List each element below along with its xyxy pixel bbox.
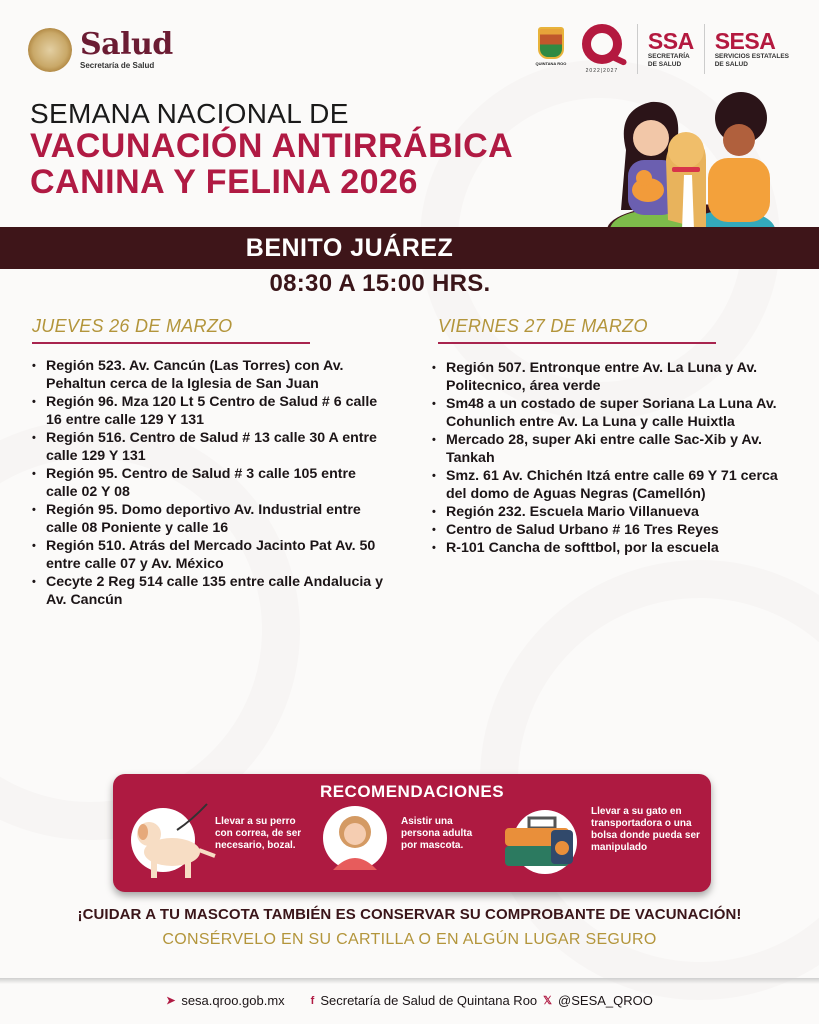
footer-contacts bbox=[0, 993, 819, 1008]
ssa-abbr: SSA bbox=[647, 27, 694, 54]
friday-locations-list bbox=[432, 359, 792, 557]
facebook-link[interactable]: Secretaría de Salud de Quintana Roo bbox=[320, 993, 538, 1008]
ssa-line2: DE SALUD bbox=[647, 60, 682, 68]
q-logo-years: 2022|2027 bbox=[585, 68, 619, 74]
municipality-title: BENITO JUÁREZ bbox=[245, 233, 454, 262]
sesa-line2: DE SALUD bbox=[714, 60, 748, 68]
slogan: ¡CUIDAR A TU MASCOTA TAMBIÉN ES CONSERVAR SU COMPROBANTE DE VACUNACIÓN! bbox=[77, 906, 742, 923]
logo-divider bbox=[704, 24, 705, 74]
q-letter-icon bbox=[582, 24, 622, 64]
salud-logo bbox=[28, 28, 173, 72]
partner-logos bbox=[535, 24, 789, 74]
title-line-3: CANINA Y FELINA 2026 bbox=[30, 163, 418, 201]
location-item: • Centro de Salud Urbano # 16 Tres Reyes bbox=[432, 521, 792, 539]
location-item: • Región 95. Domo deportivo Av. Industrial entre calle 08 Poniente y calle 16 bbox=[32, 501, 387, 537]
thursday-locations-list bbox=[32, 357, 387, 609]
q-government-logo bbox=[577, 24, 627, 74]
dog-on-leash-icon bbox=[131, 808, 195, 872]
state-shield-caption: QUINTANA ROO bbox=[535, 61, 567, 66]
location-item: • Región 507. Entronque entre Av. La Luna y Av. Politecnico, área verde bbox=[432, 359, 792, 395]
logo-divider bbox=[637, 24, 638, 74]
location-item: • Región 516. Centro de Salud # 13 calle 30 A entre calle 129 Y 131 bbox=[32, 429, 387, 465]
x-handle-link[interactable]: @SESA_QROO bbox=[558, 993, 653, 1008]
recommendation-text: Llevar a su perro con correa, de ser necesario, bozal. bbox=[215, 816, 302, 851]
schedule-hours: 08:30 A 15:00 HRS. bbox=[269, 270, 491, 297]
location-item: • Mercado 28, super Aki entre calle Sac-Xib y Av. Tankah bbox=[432, 431, 792, 467]
location-item: • Región 510. Atrás del Mercado Jacinto Pat Av. 50 entre calle 07 y Av. México bbox=[32, 537, 387, 573]
slogan-subtitle: CONSÉRVELO EN SU CARTILLA O EN ALGÚN LUGAR SEGURO bbox=[162, 931, 657, 948]
location-item: • Sm48 a un costado de super Soriana La Luna Av. Cohunlich entre Av. La Luna y calle Huixtla bbox=[432, 395, 792, 431]
day-heading-thursday: JUEVES 26 DE MARZO bbox=[32, 316, 310, 344]
sesa-line1: SERVICIOS ESTATALES bbox=[714, 52, 789, 60]
location-item: • Región 232. Escuela Mario Villanueva bbox=[432, 503, 792, 521]
location-item: • Smz. 61 Av. Chichén Itzá entre calle 69 Y 71 cerca del domo de Aguas Negras (Camellón) bbox=[432, 467, 792, 503]
footer-divider bbox=[0, 978, 819, 984]
mexico-coat-of-arms-icon bbox=[28, 28, 72, 72]
x-twitter-icon: 𝕏 bbox=[543, 995, 553, 1007]
cat-carrier-icon bbox=[513, 810, 577, 874]
location-item: • Región 96. Mza 120 Lt 5 Centro de Salud # 6 calle 16 entre calle 129 Y 131 bbox=[32, 393, 387, 429]
sesa-abbr: SESA bbox=[714, 27, 776, 54]
title-line-2: VACUNACIÓN ANTIRRÁBICA bbox=[30, 127, 514, 165]
location-item: • Región 523. Av. Cancún (Las Torres) con Av. Pehaltun cerca de la Iglesia de San Juan bbox=[32, 357, 387, 393]
facebook-icon: f bbox=[310, 994, 315, 1007]
location-item: • Región 95. Centro de Salud # 3 calle 105 entre calle 02 Y 08 bbox=[32, 465, 387, 501]
quintana-roo-shield-logo bbox=[535, 27, 567, 71]
municipality-banner bbox=[0, 227, 819, 269]
location-item: • Cecyte 2 Reg 514 calle 135 entre calle Andalucia y Av. Cancún bbox=[32, 573, 387, 609]
sesa-logo bbox=[714, 27, 789, 69]
recommendations-panel bbox=[113, 774, 711, 892]
ssa-line1: SECRETARÍA bbox=[647, 52, 690, 60]
recommendation-text: Llevar a su gato en transportadora o una bolsa donde pueda ser manipulado bbox=[591, 806, 700, 853]
ssa-logo bbox=[647, 27, 694, 69]
salud-logo-title: Salud bbox=[80, 27, 173, 62]
salud-logo-subtitle: Secretaría de Salud bbox=[80, 61, 155, 70]
recommendation-text: Asistir una persona adulta por mascota. bbox=[401, 816, 473, 851]
location-item: • R-101 Cancha de softtbol, por la escuela bbox=[432, 539, 792, 557]
state-shield-icon bbox=[538, 27, 564, 59]
title-line-1: SEMANA NACIONAL DE bbox=[30, 98, 349, 129]
recommendations-title: RECOMENDACIONES bbox=[319, 782, 505, 801]
cursor-arrow-icon: ➤ bbox=[166, 995, 176, 1007]
adult-person-icon bbox=[323, 806, 387, 870]
website-link[interactable]: sesa.qroo.gob.mx bbox=[181, 993, 285, 1008]
day-heading-friday: VIERNES 27 DE MARZO bbox=[438, 316, 716, 344]
